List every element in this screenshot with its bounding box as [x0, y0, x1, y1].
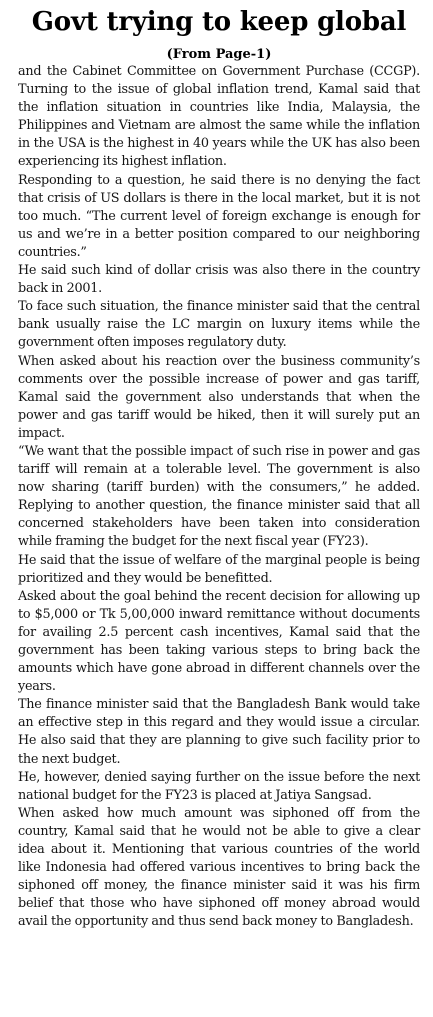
article-paragraph: “We want that the possible impact of such rise in power and gas tariff will remain at a tolerable level. The government is also now sharing (tariff burden) with the consumers,” he added. Replying to another question, the finance minister said that all concerned stakeholders have been taken into consideration while framing the budget for the next fiscal year (FY23). — [18, 443, 420, 550]
article-paragraph: Asked about the goal behind the recent decision for allowing up to $5,000 or Tk 5,00,000 inward remittance without documents for availing 2.5 percent cash incentives, Kamal said that the government has been taking various steps to bring back the amounts which have gone abroad in different channels over the years. — [18, 588, 420, 695]
headline: Govt trying to keep global — [31, 7, 407, 37]
article-paragraph: Responding to a question, he said there is no denying the fact that crisis of US dollars is there in the local market, but it is not too much. “The current level of foreign exchange is enough for us and we’re in a better position compared to our neighboring countries.” — [18, 172, 420, 260]
article-paragraph: He said that the issue of welfare of the marginal people is being prioritized and they would be benefitted. — [18, 552, 420, 586]
article-paragraph: When asked about his reaction over the business community’s comments over the possible increase of power and gas tariff, Kamal said the government also understands that when the power and gas tariff would be hiked, then it will surely put an impact. — [18, 353, 420, 441]
article-paragraph: He, however, denied saying further on the issue before the next national budget for the FY23 is placed at Jatiya Sangsad. — [18, 769, 420, 803]
article-paragraph: and the Cabinet Committee on Government Purchase (CCGP). Turning to the issue of global inflation trend, Kamal said that the inflation situation in countries like India, Malaysia, the Philippines and Vietnam are almost the same while the inflation in the USA is the highest in 40 years while the UK has also been experiencing its highest inflation. — [18, 64, 420, 170]
article-paragraph: When asked how much amount was siphoned off from the country, Kamal said that he would not be able to give a clear idea about it. Mentioning that various countries of the world like Indonesia had offered various incentives to bring back the siphoned off money, the finance minister said it was his firm belief that those who have siphoned off money abroad would avail the opportunity and thus send back money to Bangladesh. — [18, 805, 420, 930]
article-body — [18, 63, 420, 932]
article-paragraph: The finance minister said that the Bangladesh Bank would take an effective step in this regard and they would issue a circular. He also said that they are planning to give such facility prior to the next budget. — [18, 697, 420, 767]
article-paragraph: He said such kind of dollar crisis was also there in the country back in 2001. — [18, 263, 420, 297]
continued-from-label: (From Page-1) — [166, 47, 272, 62]
article-paragraph: To face such situation, the finance minister said that the central bank usually raise the LC margin on luxury items while the government often imposes regulatory duty. — [18, 299, 420, 351]
